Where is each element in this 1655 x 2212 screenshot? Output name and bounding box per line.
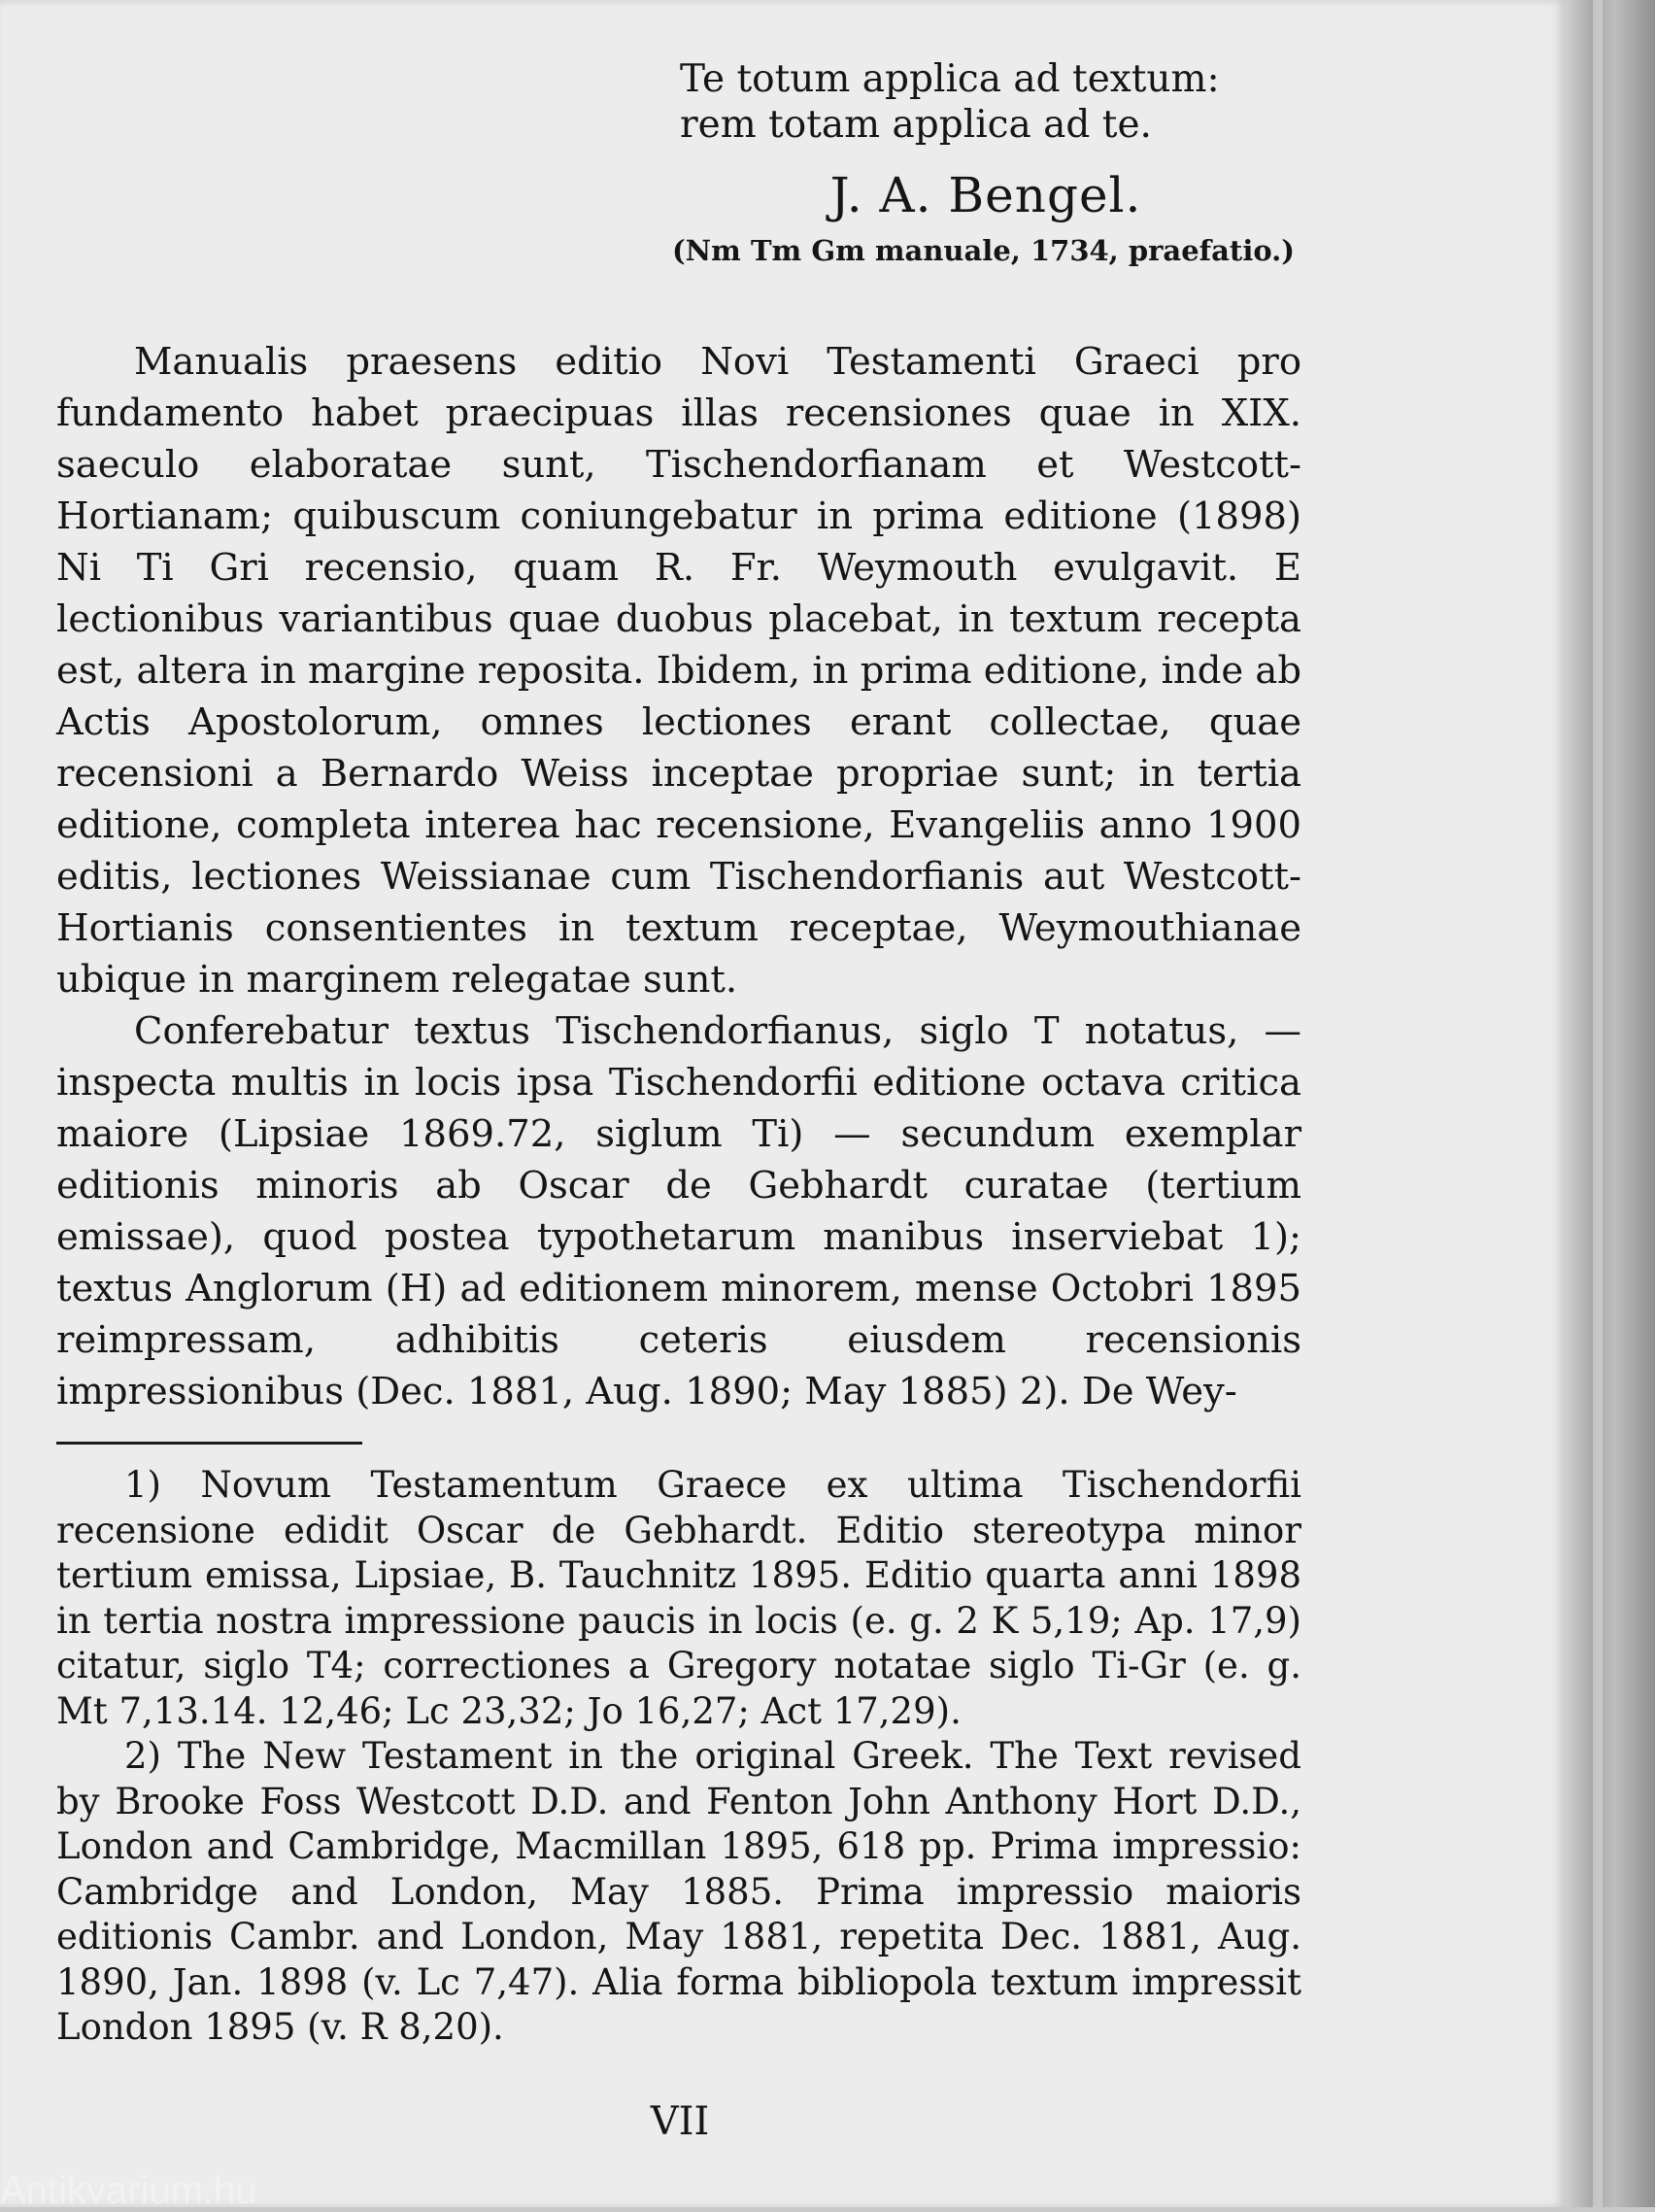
epigraph-source: (Nm Tm Gm manuale, 1734, praefatio.) bbox=[671, 234, 1295, 267]
epigraph-line-2: rem totam applica ad te. bbox=[680, 103, 1152, 147]
page-edge-highlight bbox=[1593, 0, 1603, 2207]
watermark: Antikvarium.hu bbox=[0, 2169, 257, 2212]
footnote-2: 2) The New Testament in the original Greek. The Text revised by Brooke Foss Westcott D.D. and Fenton John Anthony Hort D.D., London and Cambridge, Macmillan 1895, 618 pp. Prima impressio: Cambridge and London, May 1885. Prima impressio maioris editionis Cambr. and London, May 1881, repetita Dec. 1881, Aug. 1890, Jan. 1898 (v. Lc 7,47). Alia forma bibliopola textum impressit London 1895 (v. R 8,20). bbox=[56, 1735, 1301, 2048]
footnote-divider bbox=[56, 1442, 362, 1445]
main-text bbox=[56, 336, 1301, 1417]
page-number: VII bbox=[650, 2099, 710, 2144]
epigraph-line-1: Te totum applica ad textum: bbox=[680, 57, 1220, 101]
paragraph-1: Manualis praesens editio Novi Testamenti Graeci pro fundamento habet praecipuas illas recensiones quae in XIX. saeculo elaboratae sunt, Tischendorfianam et Westcott-Hortianam; quibuscum coniungebatur in prima editione (1898) Ni Ti Gri recensio, quam R. Fr. Weymouth evulgavit. E lectionibus variantibus quae duobus placebat, in textum recepta est, altera in margine reposita. Ibidem, in prima editione, inde ab Actis Apostolorum, omnes lectiones erant collectae, quae recensioni a Bernardo Weiss inceptae propriae sunt; in tertia editione, completa interea hac recensione, Evangeliis anno 1900 editis, lectiones Weissianae cum Tischendorfianis aut Westcott-Hortianis consentientes in textum receptae, Weymouthianae ubique in marginem relegatae sunt. bbox=[56, 340, 1301, 1002]
footnotes bbox=[56, 1463, 1301, 2051]
paragraph-2: Conferebatur textus Tischendorfianus, siglo T notatus, — inspecta multis in locis ipsa Tischendorfii editione octava critica maiore (Lipsiae 1869.72, siglum Ti) — secundum exemplar editionis minoris ab Oscar de Gebhardt curatae (tertium emissae), quod postea typothetarum manibus inserviebat 1); textus Anglorum (H) ad editionem minorem, mense Octobri 1895 reimpressam, adhibitis ceteris eiusdem recensionis impressionibus (Dec. 1881, Aug. 1890; May 1885) 2). De Wey- bbox=[56, 1009, 1301, 1413]
epigraph bbox=[680, 56, 1292, 148]
epigraph-author: J. A. Bengel. bbox=[829, 167, 1142, 223]
footnote-1: 1) Novum Testamentum Graece ex ultima Tischendorfii recensione edidit Oscar de Gebhardt. Editio stereotypa minor tertium emissa, Lipsiae, B. Tauchnitz 1895. Editio quarta anni 1898 in tertia nostra impressione paucis in locis (e. g. 2 K 5,19; Ap. 17,9) citatur, siglo T4; correctiones a Gregory notatae siglo Ti-Gr (e. g. Mt 7,13.14. 12,46; Lc 23,32; Jo 16,27; Act 17,29). bbox=[56, 1464, 1301, 1732]
page-edge-shadow bbox=[1566, 0, 1655, 2207]
